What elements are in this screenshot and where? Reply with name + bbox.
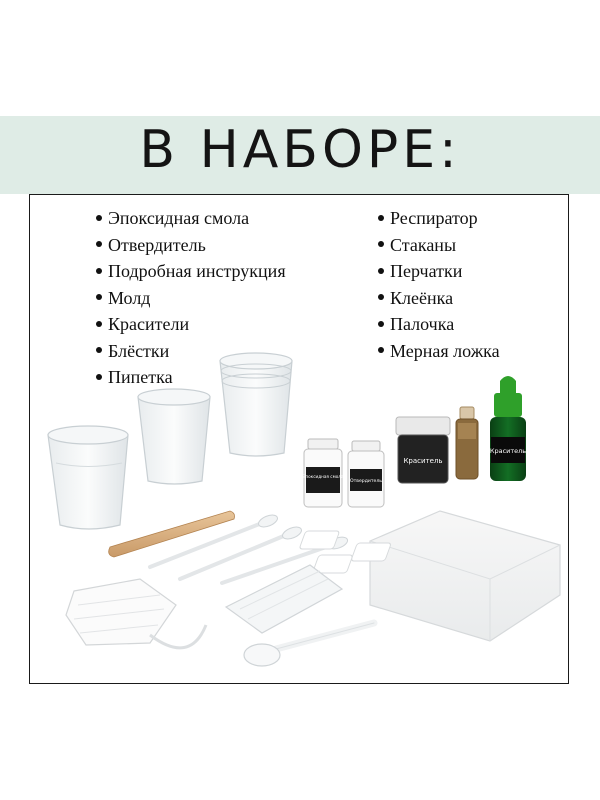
list-item-label: Стаканы (390, 234, 457, 255)
list-item-label: Подробная инструкция (108, 261, 286, 281)
list-item-label: Мерная ложка (390, 340, 500, 361)
list-item-label: Перчатки (390, 261, 463, 281)
resin-bottle-label: Эпоксидная смола (302, 474, 344, 479)
list-item-label: Пипетка (108, 367, 173, 387)
list-item-label: Клеёнка (390, 287, 454, 308)
list-item-label: Красители (108, 314, 190, 334)
list-item-label: Палочка (390, 314, 455, 334)
dye-dropper-bottle (490, 376, 526, 481)
list-item-label: Молд (108, 287, 151, 308)
cup-middle (138, 389, 210, 484)
dye-dropper-label: Краситель (489, 447, 527, 455)
silicone-mold (299, 511, 560, 641)
cup-large-left (48, 426, 128, 529)
dye-jar (396, 417, 450, 483)
hardener-bottle (348, 441, 384, 507)
respirator-mask (66, 579, 206, 648)
dye-jar-label: Краситель (403, 457, 443, 465)
wooden-stick (109, 511, 235, 557)
kit-items-illustration (30, 195, 570, 685)
hardener-bottle-label: Отвердитель (349, 479, 383, 484)
glitter-vial (456, 407, 478, 479)
page-title: В НАБОРЕ: (139, 120, 461, 180)
cup-stack (220, 353, 292, 456)
list-item-label: Эпоксидная смола (108, 208, 250, 228)
list-item-label: Респиратор (390, 208, 478, 228)
list-item-label: Блёстки (108, 340, 170, 361)
resin-bottle (302, 439, 344, 507)
contents-card (29, 194, 569, 684)
list-item-label: Отвердитель (108, 234, 206, 255)
